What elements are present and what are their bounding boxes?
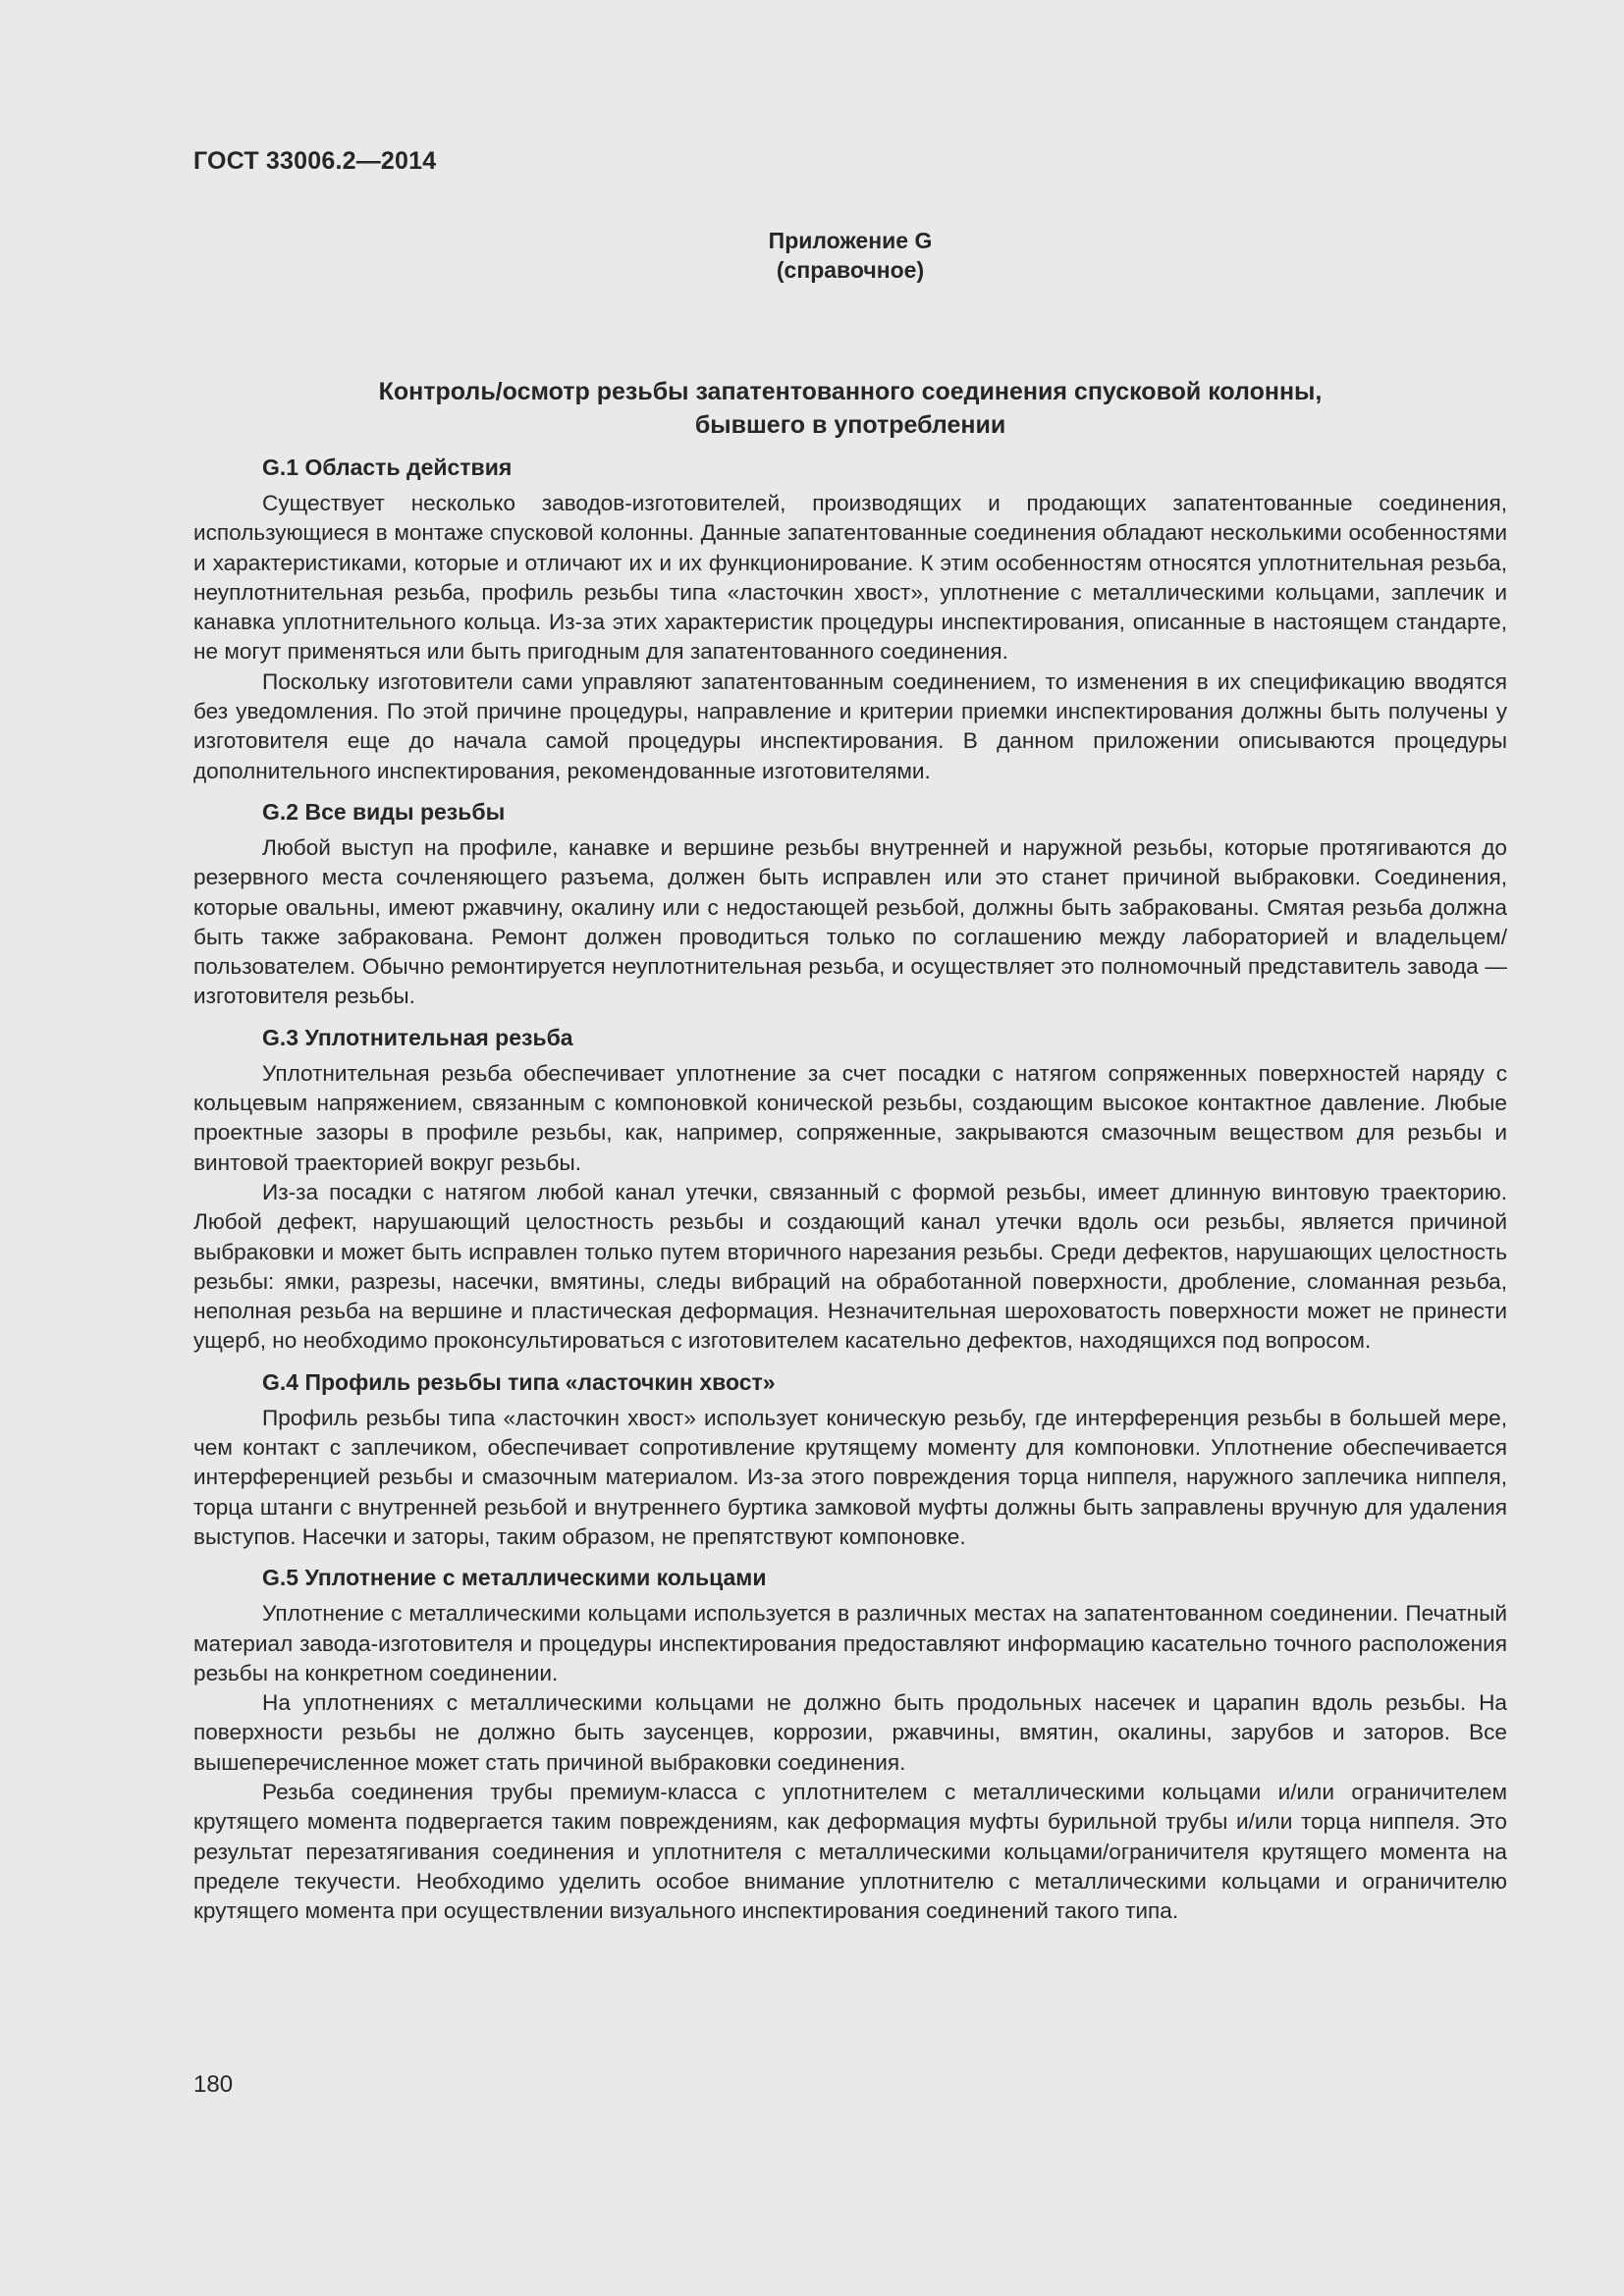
document-body bbox=[193, 452, 1507, 1936]
section-g5 bbox=[193, 1562, 1507, 1926]
paragraph: Из-за посадки с натягом любой канал утечки, связанный с формой резьбы, имеет длинную винтовую траекторию. Любой дефект, нарушающий целостность резьбы и создающий канал утечки вдоль оси резьбы, является причиной выбраковки и может быть исправлен только путем вторичного нарезания резьбы. Среди дефектов, нарушающих целостность резьбы: ямки, разрезы, насечки, вмятины, следы вибраций на обработанной поверхности, дробление, сломанная резьба, неполная резьба на вершине и пластическая деформация. Незначительная шероховатость поверхности может не принести ущерб, но необходимо проконсультироваться с изготовителем касательно дефектов, находящихся под вопросом. bbox=[193, 1179, 1507, 1354]
paragraph: Профиль резьбы типа «ласточкин хвост» использует коническую резьбу, где интерференция резьбы в большей мере, чем контакт с заплечиком, обеспечивает сопротивление крутящему моменту для компоновки. Уплотнение обеспечивается интерференцией резьбы и смазочным материалом. Из-за этого повреждения торца ниппеля, наружного заплечика ниппеля, торца штанги с внутренней резьбой и внутреннего буртика замковой муфты должны быть заправлены вручную для удаления выступов. Насечки и заторы, таким образом, не препятствуют компоновке. bbox=[193, 1405, 1507, 1549]
paragraph: Резьба соединения трубы премиум-класса с уплотнителем с металлическими кольцами и/или ограничителем крутящего момента подвергается таким повреждениям, как деформация муфты бурильной трубы и/или торца ниппеля. Это результат перезатягивания соединения и уплотнителя с металлическими кольцами/ограничителя крутящего момента на пределе текучести. Необходимо уделить особое внимание уплотнителю с металлическими кольцами и ограничителю крутящего момента при осуществлении визуального инспектирования соединений такого типа. bbox=[193, 1779, 1507, 1924]
appendix-header bbox=[193, 226, 1507, 285]
section-heading: G.5 Уплотнение с металлическими кольцами bbox=[262, 1565, 767, 1591]
paragraph: Любой выступ на профиле, канавке и вершине резьбы внутренней и наружной резьбы, которые протягиваются до резервного места сочленяющего разъема, должен быть исправлен или это станет причиной выбраковки. Соединения, которые овальны, имеют ржавчину, окалину или с недостающей резьбой, должны быть забракованы. Смятая резьба должна быть также забракована. Ремонт должен проводиться только по соглашению между лабораторией и владельцем/пользователем. Обычно ремонтируется неуплотнительная резьба, и осуществляет это полномочный представитель завода — изготовителя резьбы. bbox=[193, 834, 1507, 1009]
paragraph: На уплотнениях с металлическими кольцами не должно быть продольных насечек и царапин вдоль резьбы. На поверхности резьбы не должно быть заусенцев, коррозии, ржавчины, вмятин, окалины, зарубов и заторов. Все вышеперечисленное может стать причиной выбраковки соединения. bbox=[193, 1690, 1507, 1775]
paragraph: Уплотнение с металлическими кольцами используется в различных местах на запатентованном соединении. Печатный материал завода-изготовителя и процедуры инспектирования предоставляют информацию касательно точного расположения резьбы на конкретном соединении. bbox=[193, 1601, 1507, 1685]
document-code: ГОСТ 33006.2—2014 bbox=[193, 147, 437, 175]
section-g1 bbox=[193, 452, 1507, 786]
appendix-type: (справочное) bbox=[776, 257, 925, 283]
document-page bbox=[193, 0, 1507, 2296]
appendix-label: Приложение G bbox=[768, 228, 933, 253]
section-heading: G.2 Все виды резьбы bbox=[262, 798, 506, 825]
paragraph: Уплотнительная резьба обеспечивает уплотнение за счет посадки с натягом сопряженных поверхностей наряду с кольцевым напряжением, связанным с компоновкой конической резьбы, создающим высокое контактное давление. Любые проектные зазоры в профиле резьбы, как, например, сопряженные, закрываются смазочным веществом для резьбы и винтовой траекторией вокруг резьбы. bbox=[193, 1060, 1507, 1175]
appendix-title-line-1: Контроль/осмотр резьбы запатентованного соединения спусковой колонны, bbox=[378, 378, 1323, 405]
paragraph: Существует несколько заводов-изготовителей, производящих и продающих запатентованные соединения, использующиеся в монтаже спусковой колонны. Данные запатентованные соединения обладают несколькими особенностями и характеристиками, которые и отличают их и их функционирование. К этим особенностям относятся уплотнительная резьба, неуплотнительная резьба, профиль резьбы типа «ласточкин хвост», уплотнение с металлическими кольцами, заплечик и канавка уплотнительного кольца. Из-за этих характеристик процедуры инспектирования, описанные в настоящем стандарте, не могут применяться или быть пригодным для запатентованного соединения. bbox=[193, 491, 1507, 665]
section-heading: G.3 Уплотнительная резьба bbox=[262, 1024, 573, 1050]
section-heading: G.1 Область действия bbox=[262, 454, 513, 480]
section-g4 bbox=[193, 1366, 1507, 1552]
paragraph: Поскольку изготовители сами управляют запатентованным соединением, то изменения в их спецификацию вводятся без уведомления. По этой причине процедуры, направление и критерии приемки инспектирования должны быть получены у изготовителя еще до начала самой процедуры инспектирования. В данном приложении описываются процедуры дополнительного инспектирования, рекомендованные изготовителями. bbox=[193, 668, 1507, 783]
section-g2 bbox=[193, 796, 1507, 1012]
section-g3 bbox=[193, 1022, 1507, 1357]
section-heading: G.4 Профиль резьбы типа «ласточкин хвост» bbox=[262, 1368, 776, 1395]
appendix-title-line-2: бывшего в употреблении bbox=[694, 411, 1006, 439]
appendix-title bbox=[193, 375, 1507, 442]
page-number: 180 bbox=[193, 2071, 234, 2098]
